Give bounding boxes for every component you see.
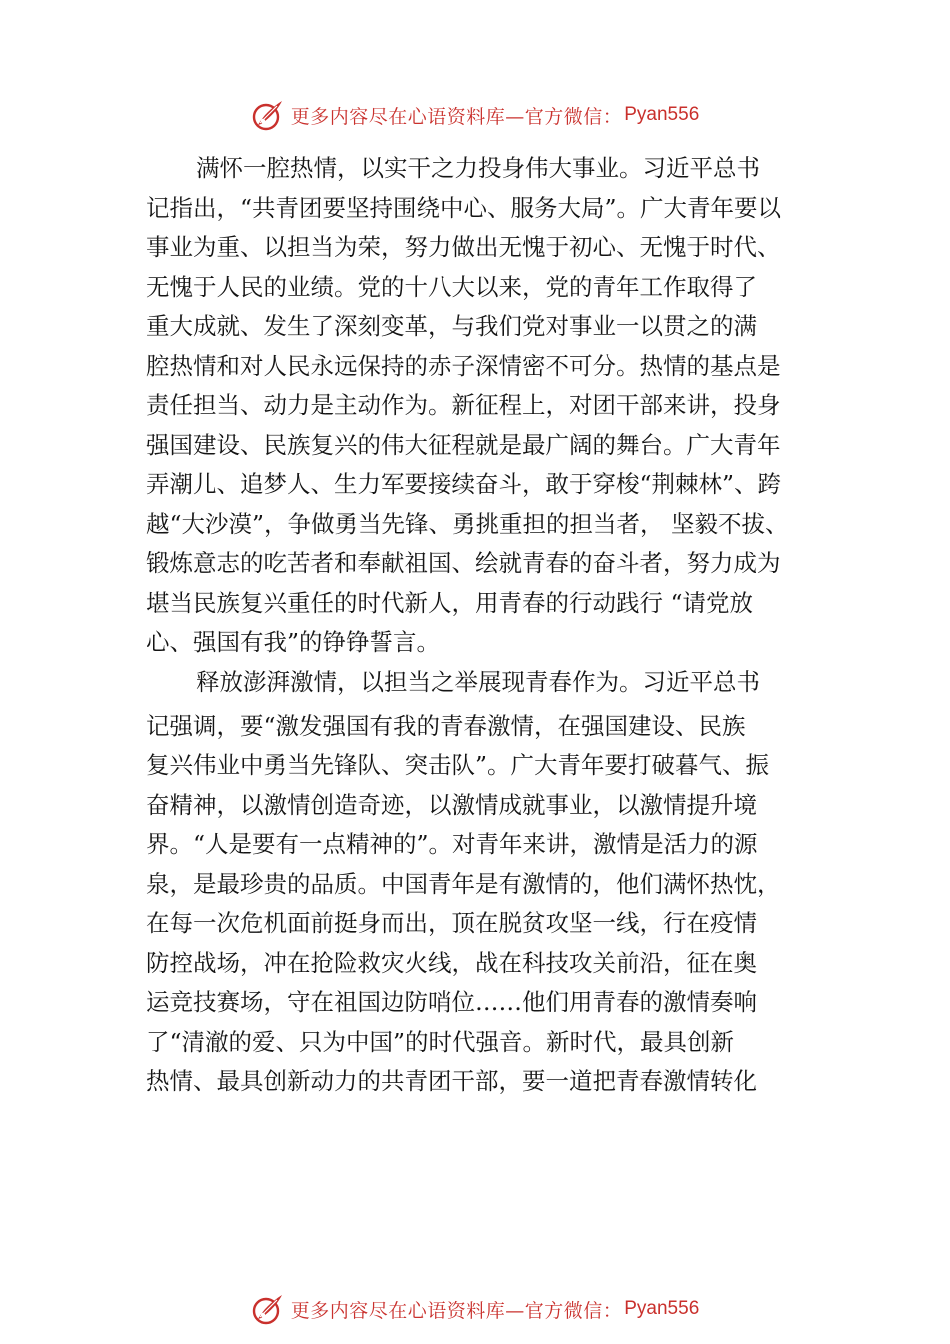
paragraph-2-line-11: 热情、最具创新动力的共青团干部，要一道把青春激情转化 <box>146 1067 757 1095</box>
paragraph-1-line-6: 腔热情和对人民永远保持的赤子深情密不可分。热情的基点是 <box>146 352 781 380</box>
paragraph-2-line-3: 复兴伟业中勇当先锋队、突击队”。广大青年要打破暮气、振 <box>146 751 770 779</box>
paragraph-1-line-10: 越“大沙漠”，争做勇当先锋、勇挑重担的担当者， 坚毅不拔、 <box>146 510 789 538</box>
paragraph-1-line-3: 事业为重、以担当为荣，努力做出无愧于初心、无愧于时代、 <box>146 233 781 261</box>
quill-logo-icon <box>251 1292 285 1326</box>
paragraph-2-line-5: 界。“人是要有一点精神的”。对青年来讲，激情是活力的源 <box>146 830 758 858</box>
header-wechat-id: Pyan556 <box>624 104 700 125</box>
header-banner-text: 更多内容尽在心语资料库—官方微信： <box>290 105 623 128</box>
paragraph-1-line-4: 无愧于人民的业绩。党的十八大以来，党的青年工作取得了 <box>146 273 757 301</box>
paragraph-2-line-10: 了“清澈的爱、只为中国”的时代强音。新时代，最具创新 <box>146 1028 735 1056</box>
paragraph-2-line-1: 释放澎湃激情，以担当之举展现青春作为。习近平总书 <box>196 668 760 696</box>
paragraph-2-line-8: 防控战场，冲在抢险救灾火线，战在科技攻关前沿，征在奥 <box>146 949 757 977</box>
paragraph-2-line-7: 在每一次危机面前挺身而出，顶在脱贫攻坚一线，行在疫情 <box>146 909 757 937</box>
page-footer <box>0 1287 950 1331</box>
paragraph-1-line-8: 强国建设、民族复兴的伟大征程就是最广阔的舞台。广大青年 <box>146 431 781 459</box>
footer-banner-text: 更多内容尽在心语资料库—官方微信： <box>290 1299 623 1322</box>
paragraph-1-line-13: 心、强国有我”的铮铮誓言。 <box>146 628 441 656</box>
footer-banner <box>251 1292 700 1326</box>
footer-wechat-id: Pyan556 <box>624 1298 700 1319</box>
paragraph-2-line-2: 记强调，要“激发强国有我的青春激情，在强国建设、民族 <box>146 712 746 740</box>
paragraph-2-line-9: 运竞技赛场，守在祖国边防哨位……他们用青春的激情奏响 <box>146 988 757 1016</box>
paragraph-1-line-2: 记指出，“共青团要坚持围绕中心、服务大局”。广大青年要以 <box>146 194 782 222</box>
paragraph-1-line-1: 满怀一腔热情，以实干之力投身伟大事业。习近平总书 <box>196 154 760 182</box>
paragraph-1-line-5: 重大成就、发生了深刻变革，与我们党对事业一以贯之的满 <box>146 312 757 340</box>
paragraph-1-line-12: 堪当民族复兴重任的时代新人，用青春的行动践行 “请党放 <box>146 589 753 617</box>
paragraph-1-line-9: 弄潮儿、追梦人、生力军要接续奋斗，敢于穿梭“荆棘林”、跨 <box>146 470 782 498</box>
paragraph-2-line-4: 奋精神，以激情创造奇迹，以激情成就事业，以激情提升境 <box>146 791 757 819</box>
paragraph-1-line-11: 锻炼意志的吃苦者和奉献祖国、绘就青春的奋斗者，努力成为 <box>146 549 781 577</box>
paragraph-1-line-7: 责任担当、动力是主动作为。新征程上，对团干部来讲，投身 <box>146 391 781 419</box>
paragraph-2-line-6: 泉，是最珍贵的品质。中国青年是有激情的，他们满怀热忱， <box>146 870 781 898</box>
